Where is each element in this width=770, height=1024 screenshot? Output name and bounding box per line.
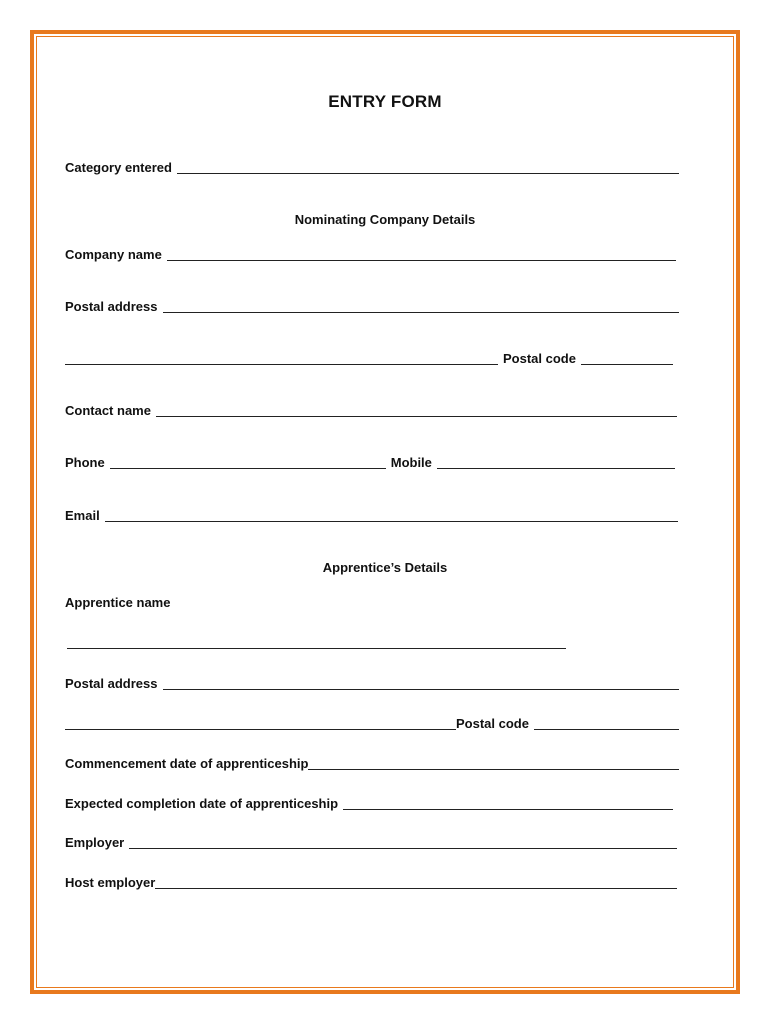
host-employer-field[interactable] <box>155 876 677 889</box>
apprentice-postal-address-row <box>65 674 679 692</box>
apprentice-postal-code-label: Postal code <box>456 716 529 731</box>
company-name-field[interactable] <box>167 248 676 261</box>
apprentice-postal-code-field[interactable] <box>534 717 679 730</box>
apprentice-name-label: Apprentice name <box>65 595 171 610</box>
commencement-date-row <box>65 754 679 772</box>
category-field[interactable] <box>177 161 679 174</box>
completion-date-row <box>65 794 673 812</box>
completion-date-label: Expected completion date of apprenticeship <box>65 796 339 811</box>
employer-field[interactable] <box>129 836 677 849</box>
commencement-date-label: Commencement date of apprenticeship <box>65 756 309 771</box>
mobile-label: Mobile <box>390 455 432 470</box>
contact-name-label: Contact name <box>65 403 151 418</box>
contact-name-field[interactable] <box>156 404 677 417</box>
postal-address-label: Postal address <box>65 299 158 314</box>
postal-address-line2-field[interactable] <box>65 352 498 365</box>
apprentice-postal-address-line2-field[interactable] <box>65 717 456 730</box>
company-name-label: Company name <box>65 247 162 262</box>
employer-label: Employer <box>65 835 125 850</box>
email-field[interactable] <box>105 509 678 522</box>
apprentice-name-field[interactable] <box>67 648 566 649</box>
postal-code-label: Postal code <box>503 351 576 366</box>
commencement-date-field[interactable] <box>308 757 679 770</box>
email-row <box>65 506 678 524</box>
phone-mobile-row <box>65 453 675 471</box>
category-row <box>65 158 679 176</box>
postal-code-row <box>65 349 673 367</box>
form-title: ENTRY FORM <box>328 92 442 111</box>
company-name-row <box>65 245 676 263</box>
nominating-company-heading: Nominating Company Details <box>294 212 476 227</box>
apprentice-postal-address-label: Postal address <box>65 676 158 691</box>
postal-code-field[interactable] <box>581 352 673 365</box>
host-employer-row <box>65 873 677 891</box>
category-label: Category entered <box>65 160 172 175</box>
phone-field[interactable] <box>110 456 386 469</box>
mobile-field[interactable] <box>437 456 675 469</box>
contact-name-row <box>65 401 677 419</box>
completion-date-field[interactable] <box>343 797 673 810</box>
host-employer-label: Host employer <box>65 875 156 890</box>
employer-row <box>65 833 677 851</box>
email-label: Email <box>65 508 100 523</box>
apprentice-postal-code-row <box>65 714 679 732</box>
postal-address-row <box>65 297 679 315</box>
apprentice-details-heading: Apprentice’s Details <box>322 560 448 575</box>
postal-address-field[interactable] <box>163 300 680 313</box>
phone-label: Phone <box>65 455 105 470</box>
apprentice-postal-address-field[interactable] <box>163 677 680 690</box>
